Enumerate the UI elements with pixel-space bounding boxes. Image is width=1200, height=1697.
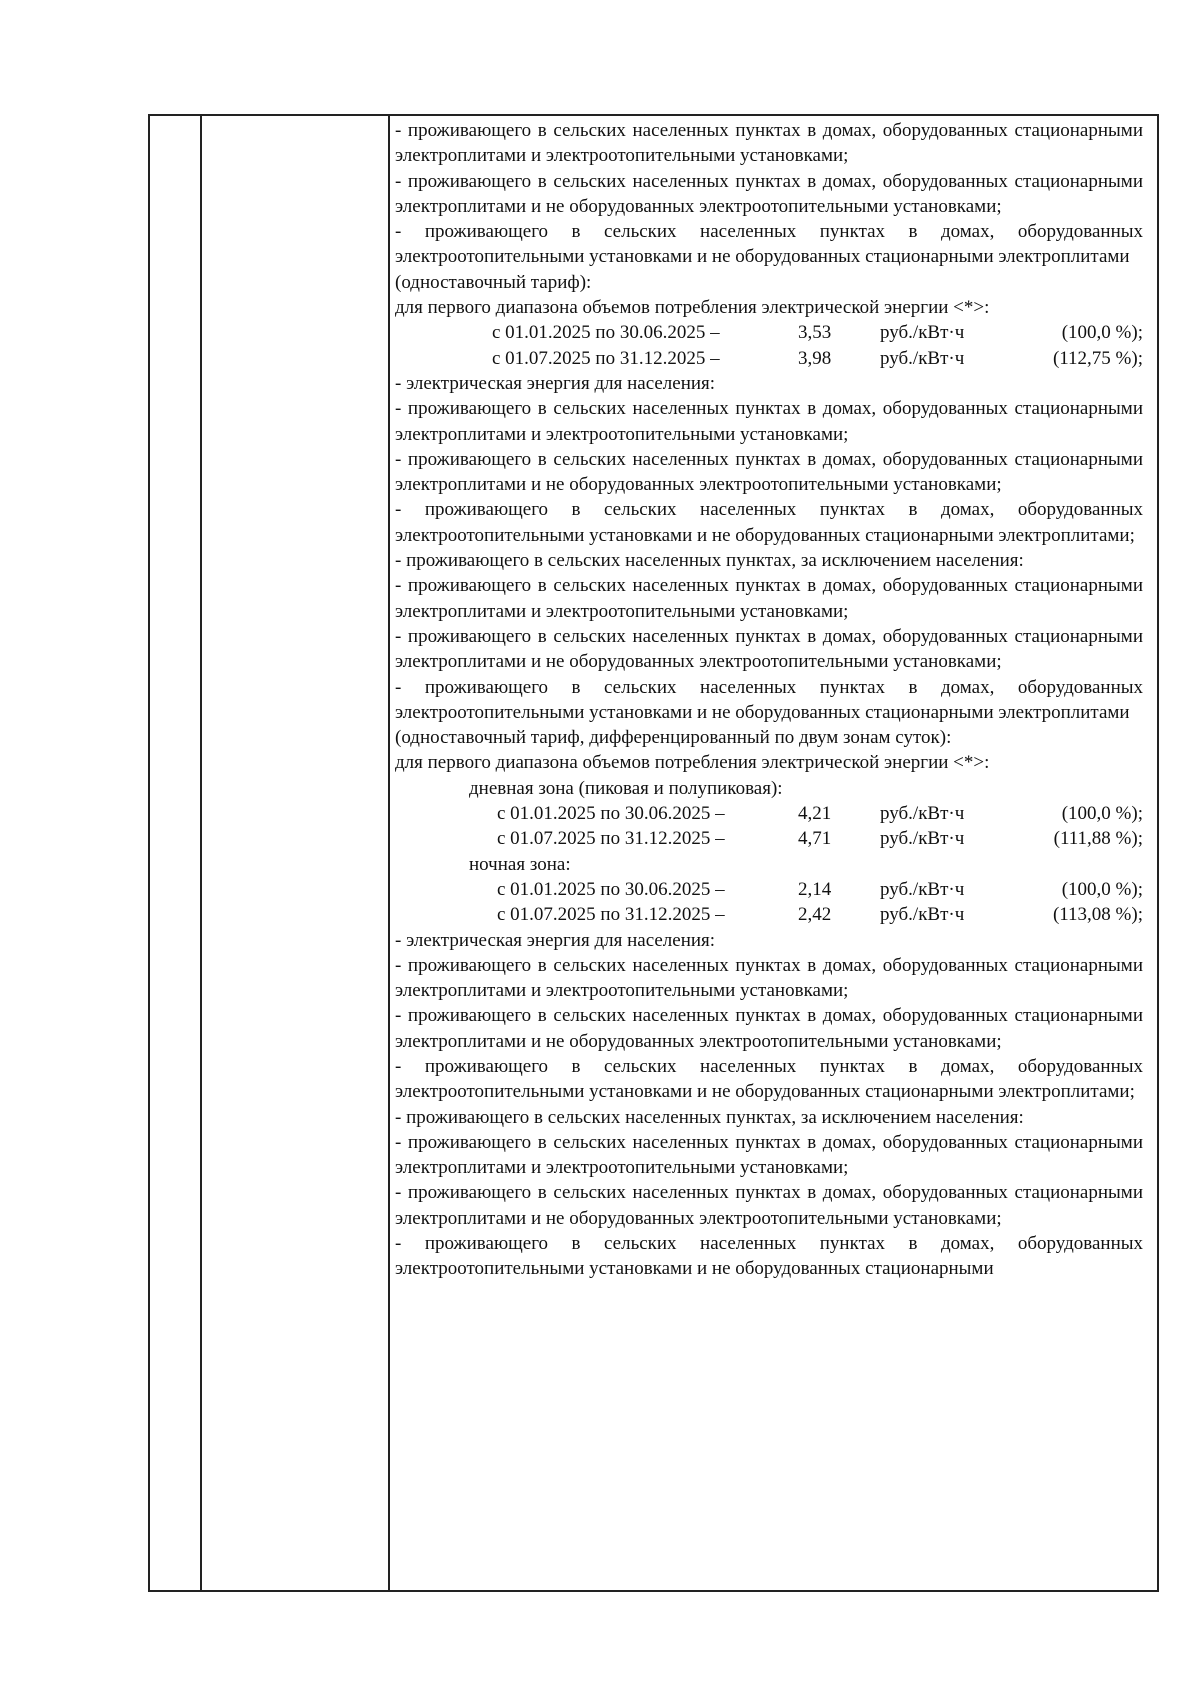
list-item: - проживающего в сельских населенных пунктах в домах, оборудованных стационарными электроплитами и не оборудованных электроотопительными установками;	[395, 448, 1143, 496]
list-item: - проживающего в сельских населенных пунктах в домах, оборудованных электроотопительными установками и не оборудованных стационарными электроплитами;	[395, 1055, 1143, 1103]
rate-percent: (111,88 %);	[1053, 828, 1143, 850]
list-item: - проживающего в сельских населенных пунктах в домах, оборудованных стационарными электроплитами и не оборудованных электроотопительными установками;	[395, 625, 1143, 673]
column-divider-1	[200, 114, 202, 1592]
list-item: - проживающего в сельских населенных пунктах в домах, оборудованных стационарными электроплитами и не оборудованных электроотопительными установками;	[395, 1005, 1143, 1052]
list-item: - проживающего в сельских населенных пунктах в домах, оборудованных стационарными электроплитами и электроотопительными установками;	[395, 575, 1143, 622]
list-item: - проживающего в сельских населенных пунктах в домах, оборудованных электроотопительными установками и не оборудованных стационарными электроплитами	[395, 676, 1143, 723]
tariff-rate-row	[395, 902, 1143, 927]
rate-period: с 01.01.2025 по 30.06.2025 –	[497, 803, 725, 825]
rate-percent: (112,75 %);	[1052, 347, 1143, 369]
list-item: - проживающего в сельских населенных пунктах, за исключением населения:	[395, 1106, 1024, 1128]
rate-period: с 01.01.2025 по 30.06.2025 –	[492, 322, 720, 344]
tariff-rate-row	[395, 826, 1143, 851]
rate-value: 4,71	[798, 828, 832, 850]
tariff-description-cell	[395, 118, 1143, 1588]
text-line: - электрическая энергия для населения:	[395, 929, 716, 951]
rate-value: 2,42	[798, 904, 832, 926]
rate-unit: руб./кВт·ч	[880, 322, 965, 344]
tariff-rate-row	[395, 320, 1143, 345]
rate-value: 3,98	[798, 347, 832, 369]
rate-percent: (100,0 %);	[1061, 878, 1143, 900]
list-item: - проживающего в сельских населенных пунктах в домах, оборудованных электроотопительными установками и не оборудованных стационарными	[395, 1233, 1143, 1280]
text-line: (одноставочный тариф):	[395, 271, 592, 293]
list-item: - проживающего в сельских населенных пунктах в домах, оборудованных стационарными электроплитами и электроотопительными установками;	[395, 398, 1143, 445]
list-item: - проживающего в сельских населенных пунктах в домах, оборудованных электроотопительными установками и не оборудованных стационарными электроплитами;	[395, 499, 1143, 546]
rate-percent: (100,0 %);	[1061, 803, 1143, 825]
column-divider-2	[388, 114, 390, 1592]
zone-heading: ночная зона:	[469, 853, 571, 875]
rate-percent: (113,08 %);	[1052, 904, 1143, 926]
list-item: - проживающего в сельских населенных пунктах в домах, оборудованных стационарными электроплитами и не оборудованных электроотопительными установками;	[395, 1182, 1143, 1229]
text-line: (одноставочный тариф, дифференцированный по двум зонам суток):	[395, 727, 952, 749]
rate-period: с 01.07.2025 по 31.12.2025 –	[497, 904, 725, 926]
rate-unit: руб./кВт·ч	[880, 347, 965, 369]
rate-unit: руб./кВт·ч	[880, 878, 965, 900]
rate-unit: руб./кВт·ч	[880, 803, 965, 825]
text-line: для первого диапазона объемов потребления электрической энергии <*>:	[395, 297, 990, 319]
rate-unit: руб./кВт·ч	[880, 828, 965, 850]
list-item: - проживающего в сельских населенных пунктах, за исключением населения:	[395, 550, 1024, 572]
tariff-rate-row	[395, 346, 1143, 371]
rate-period: с 01.07.2025 по 31.12.2025 –	[492, 347, 720, 369]
tariff-rate-row	[395, 801, 1143, 826]
rate-percent: (100,0 %);	[1061, 322, 1143, 344]
list-item: - проживающего в сельских населенных пунктах в домах, оборудованных стационарными электроплитами и электроотопительными установками;	[395, 1131, 1143, 1179]
tariff-rate-row	[395, 877, 1143, 902]
rate-period: с 01.01.2025 по 30.06.2025 –	[497, 878, 725, 900]
zone-heading: дневная зона (пиковая и полупиковая):	[469, 777, 783, 799]
rate-period: с 01.07.2025 по 31.12.2025 –	[497, 828, 725, 850]
list-item: - проживающего в сельских населенных пунктах в домах, оборудованных стационарными электроплитами и электроотопительными установками;	[395, 120, 1143, 167]
text-line: - электрическая энергия для населения:	[395, 372, 716, 394]
rate-value: 3,53	[798, 322, 832, 344]
rate-value: 2,14	[798, 878, 832, 900]
list-item: - проживающего в сельских населенных пунктах в домах, оборудованных стационарными электроплитами и не оборудованных электроотопительными установками;	[395, 170, 1143, 217]
rate-value: 4,21	[798, 803, 832, 825]
list-item: - проживающего в сельских населенных пунктах в домах, оборудованных стационарными электроплитами и электроотопительными установками;	[395, 954, 1143, 1002]
text-line: для первого диапазона объемов потребления электрической энергии <*>:	[395, 752, 990, 774]
list-item: - проживающего в сельских населенных пунктах в домах, оборудованных электроотопительными установками и не оборудованных стационарными электроплитами	[395, 221, 1143, 268]
rate-unit: руб./кВт·ч	[880, 904, 965, 926]
